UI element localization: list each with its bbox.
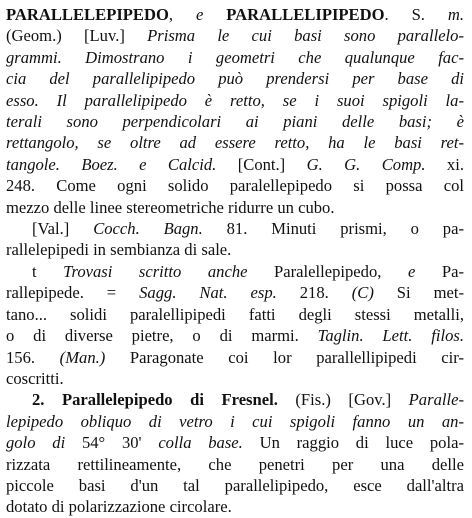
text-line: [6, 475, 464, 496]
text-line: [6, 454, 464, 475]
text-line: [6, 432, 464, 453]
text-line: [6, 154, 464, 175]
bold-term: 2. Parallelepipedo di Fresnel.: [32, 390, 278, 410]
text-run: (Fis.) [Gov.]: [277, 390, 409, 410]
text-line: [6, 218, 464, 239]
text-run: rallepipede. =: [6, 283, 140, 303]
italic-run: terali sono perpendicolari ai piani delle basi; è: [6, 112, 464, 132]
text-line: [6, 68, 464, 89]
text-run: 54° 30': [65, 433, 159, 453]
text-run: Pa-: [415, 261, 464, 281]
entry-body: [6, 4, 464, 518]
italic-run: e: [195, 5, 204, 24]
italic-run: Sagg. Nat. esp.: [139, 283, 277, 303]
text-line: [6, 90, 464, 111]
text-line: [6, 411, 464, 432]
text-run: rallelepipedi in sembianza di sale.: [6, 240, 232, 260]
text-run: dotato di polarizzazione circolare.: [6, 497, 232, 517]
italic-run: rettangolo, se oltre ad essere retto, ha le basi ret-: [6, 133, 464, 153]
text-run: Paralellepipedo,: [247, 261, 408, 281]
text-run: 248. Come ogni solido paralellepipedo si possa col: [6, 176, 464, 196]
text-run: piccole basi d'un tal parallelipipedo, esce dall'altra: [6, 475, 464, 495]
italic-run: Trovasi scritto anche: [63, 261, 248, 281]
text-run: 218.: [276, 283, 352, 303]
text-run: mezzo delle linee stereometriche ridurre un cubo.: [6, 197, 335, 217]
text-run: (Geom.) [Luv.]: [6, 26, 148, 46]
text-run: t: [32, 261, 64, 281]
text-line: [6, 325, 464, 346]
italic-run: colla base.: [158, 433, 243, 453]
italic-run: grammi. Dimostrano i geometri che qualunque fac-: [6, 47, 464, 67]
text-run: Un raggio di luce pola-: [242, 433, 464, 453]
text-line: [6, 261, 464, 282]
italic-run: m.: [447, 5, 464, 24]
text-line: [6, 239, 464, 260]
entry-headline: [6, 4, 464, 25]
text-line: [6, 111, 464, 132]
text-line: [6, 132, 464, 153]
text-line: [6, 282, 464, 303]
italic-run: esso. Il parallelipipedo è retto, se i suoi spigoli la-: [6, 90, 464, 110]
text-run: tano... solidi paralellipipedi fatti degli stessi metalli,: [6, 304, 464, 324]
italic-run: (C): [351, 283, 374, 303]
bold-term: PARALLELIPIPEDO: [226, 5, 385, 24]
text-run: [Val.]: [32, 219, 94, 239]
text-run: 81. Minuti prismi, o pa-: [202, 219, 464, 239]
text-run: [Cont.]: [216, 154, 307, 174]
text-run: Si met-: [373, 283, 464, 303]
text-run: ,: [168, 5, 196, 24]
italic-run: golo di: [6, 433, 66, 453]
italic-run: Cocch. Bagn.: [93, 219, 203, 239]
italic-run: lepipedo obliquo di vetro i cui spigoli fanno un an-: [6, 411, 464, 431]
italic-run: tangole. Boez. e Calcid.: [6, 154, 217, 174]
text-line: [6, 47, 464, 68]
text-run: Paragonate coi lor parallellipipedi cir-: [105, 347, 464, 367]
text-line: [6, 368, 464, 389]
text-run: xi.: [425, 154, 464, 174]
text-line: [6, 175, 464, 196]
italic-run: Taglin. Lett. filos.: [317, 326, 464, 346]
text-line: [6, 496, 464, 517]
italic-run: e: [407, 261, 416, 281]
italic-run: Prisma le cui basi sono parallelo-: [147, 26, 464, 46]
text-run: . S.: [384, 5, 448, 24]
text-line: [6, 304, 464, 325]
text-run: [203, 5, 226, 24]
text-run: coscritti.: [6, 368, 64, 388]
text-line: [6, 25, 464, 46]
text-run: 156.: [6, 347, 60, 367]
italic-run: cia del parallelipipedo può prendersi per base di: [6, 69, 464, 89]
text-run: o di diverse pietre, o di marmi.: [6, 326, 318, 346]
italic-run: (Man.): [59, 347, 106, 367]
italic-run: Paralle-: [408, 390, 464, 410]
text-line: [6, 197, 464, 218]
bold-term: PARALLELEPIPEDO: [6, 5, 169, 24]
text-line: [6, 347, 464, 368]
text-line: [6, 389, 464, 410]
italic-run: G. G. Comp.: [306, 154, 426, 174]
text-run: rizzata rettilineamente, che penetri per una delle: [6, 454, 464, 474]
